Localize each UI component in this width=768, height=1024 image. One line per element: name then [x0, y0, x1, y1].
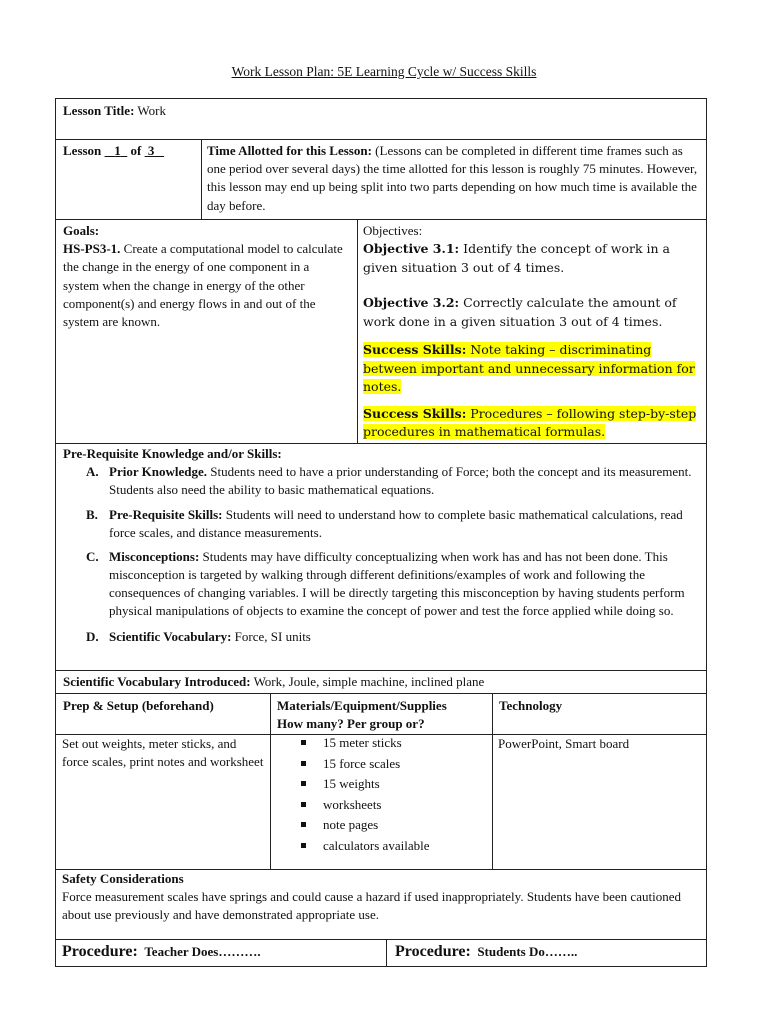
lesson-number-label: Lesson	[63, 143, 102, 158]
materials-list	[271, 733, 491, 856]
prerequisite-list	[63, 463, 703, 645]
time-allotted-text: (Lessons can be completed in different time frames such as one period over several days) the time allotted for this lesson is roughly 75 minutes. However, this lesson may end up being split into two parts depending on how much time is available the day before.	[207, 143, 698, 213]
prep-heading: Prep & Setup (beforehand)	[63, 698, 214, 713]
divider	[492, 694, 493, 734]
procedure-row	[55, 939, 707, 967]
divider	[357, 220, 358, 443]
materials-list-container	[271, 733, 491, 856]
prerequisite-item-vocabulary	[63, 628, 703, 646]
item-letter: D.	[86, 628, 99, 644]
time-allotted	[207, 142, 701, 215]
item-text: Force, SI units	[234, 628, 311, 644]
lesson-title-value: Work	[137, 103, 166, 118]
objective-3-1-text: Identify the concept of work in a given situation 3 out of 4 times.	[363, 241, 670, 275]
vocab-introduced-row	[55, 670, 707, 694]
item-label: Scientific Vocabulary:	[109, 628, 232, 644]
safety-text: Force measurement scales have springs and could cause a hazard if used inappropriately. Students have been cautioned about use previously and have demonstrated appropriate use.	[62, 889, 681, 923]
success-skill-procedures	[363, 405, 701, 442]
materials-item: calculators available	[271, 836, 491, 857]
objective-3-2	[363, 294, 701, 331]
item-text: Students need to have a prior understanding of Force; both the concept and its measurement. Students also need the ability to basic mathematical equations.	[109, 464, 692, 497]
procedure-teacher-label: Procedure:	[62, 943, 138, 960]
goals-description: Create a computational model to calculate the change in the energy of one component in a system when the change in energy of the other component(s) and energy flows in and out of the system are known.	[63, 241, 343, 330]
goals-text	[63, 240, 347, 331]
success-skill-2-label: Success Skills:	[363, 405, 467, 421]
success-skill-1-label: Success Skills:	[363, 342, 467, 358]
goals-objectives-row	[55, 219, 707, 444]
objectives-heading: Objectives:	[363, 223, 423, 238]
item-letter: B.	[86, 506, 98, 522]
materials-heading-line1: Materials/Equipment/Supplies	[277, 698, 447, 713]
materials-heading	[277, 697, 447, 733]
prerequisite-item-skills	[63, 506, 703, 542]
objective-3-2-label: Objective 3.2:	[363, 295, 460, 311]
prerequisite-section	[63, 445, 703, 645]
vocab-introduced-text: Work, Joule, simple machine, inclined plane	[253, 674, 485, 689]
procedure-teacher	[62, 943, 261, 961]
safety-section	[62, 870, 702, 925]
divider	[386, 940, 387, 966]
objective-3-1-label: Objective 3.1:	[363, 241, 460, 257]
time-allotted-label: Time Allotted for this Lesson:	[207, 143, 372, 158]
divider	[270, 694, 271, 734]
prerequisite-heading: Pre-Requisite Knowledge and/or Skills:	[63, 446, 282, 461]
safety-row	[55, 869, 707, 940]
divider	[492, 735, 493, 869]
procedure-teacher-sub: Teacher Does……….	[144, 944, 261, 959]
goals-section	[63, 222, 347, 331]
item-text: Students may have difficulty conceptualizing when work has and has not been done. This misconception is targeted by walking through different definitions/examples of work and following the consequences of changing variables. I will be directly targeting this misconception by having students perform physical manipulations of objects to examine the concept of power and test the force applied while doing so.	[109, 549, 685, 618]
success-skill-note-taking	[363, 341, 701, 397]
item-label: Prior Knowledge.	[109, 464, 207, 480]
materials-item: 15 meter sticks	[271, 733, 491, 754]
objective-3-2-text: Correctly calculate the amount of work done in a given situation 3 out of 4 times.	[363, 295, 677, 329]
technology-text: PowerPoint, Smart board	[498, 736, 630, 751]
item-label: Pre-Requisite Skills:	[109, 506, 223, 522]
success-skill-1-text: Note taking – discriminating between important and unnecessary information for notes.	[363, 342, 695, 395]
materials-heading-line2: How many? Per group or?	[277, 716, 425, 732]
goals-code: HS-PS3-1.	[63, 241, 121, 257]
item-letter: A.	[86, 464, 99, 480]
procedure-students-sub: Students Do……..	[477, 944, 578, 959]
lesson-title	[63, 102, 166, 120]
materials-item: worksheets	[271, 795, 491, 816]
lesson-of-label: of	[130, 143, 142, 158]
procedure-students	[395, 943, 577, 961]
lesson-number-value: 1	[114, 143, 121, 158]
lesson-number	[63, 142, 203, 160]
materials-item: 15 force scales	[271, 754, 491, 775]
materials-item: 15 weights	[271, 774, 491, 795]
item-label: Misconceptions:	[109, 549, 200, 565]
objective-3-1	[363, 240, 701, 277]
objectives-section	[363, 222, 701, 442]
technology-heading: Technology	[499, 698, 563, 713]
prerequisite-item-prior-knowledge	[63, 463, 703, 499]
prerequisite-item-misconceptions	[63, 548, 703, 619]
vocab-introduced-label: Scientific Vocabulary Introduced:	[63, 674, 251, 689]
success-skill-2-text: Procedures – following step-by-step procedures in mathematical formulas.	[363, 405, 697, 440]
lesson-total-value: 3	[147, 143, 155, 158]
procedure-students-label: Procedure:	[395, 943, 471, 960]
lesson-title-row	[55, 98, 707, 140]
document-title: Work Lesson Plan: 5E Learning Cycle w/ Success Skills	[231, 64, 537, 79]
safety-heading: Safety Considerations	[62, 871, 184, 886]
item-letter: C.	[86, 549, 99, 565]
prep-text: Set out weights, meter sticks, and force scales, print notes and worksheet	[62, 736, 264, 770]
lesson-title-label: Lesson Title:	[63, 103, 135, 118]
materials-item: note pages	[271, 815, 491, 836]
vocab-introduced	[63, 673, 484, 691]
prep-materials-content-row	[55, 734, 707, 870]
item-text: Students will need to understand how to complete basic mathematical calculations, read force scales, and distance measurements.	[109, 506, 683, 540]
prep-materials-header-row	[55, 693, 707, 735]
lesson-time-row	[55, 139, 707, 220]
divider	[201, 140, 202, 219]
goals-heading: Goals:	[63, 223, 100, 238]
prerequisite-row	[55, 443, 707, 671]
